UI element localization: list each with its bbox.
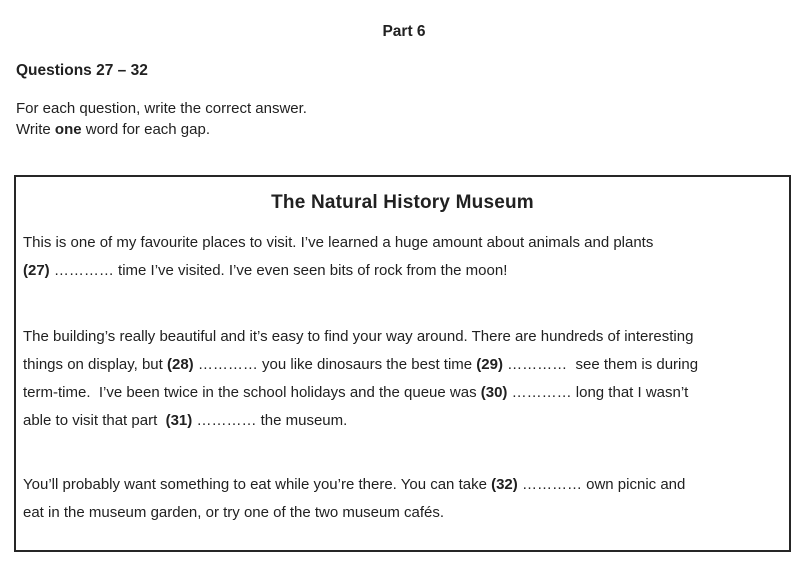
passage-title: The Natural History Museum (271, 192, 534, 213)
gap-number-27: (27) (23, 262, 50, 279)
gap-number-31: (31) (165, 412, 193, 429)
text-run: things on display, but (23, 356, 167, 373)
passage-box (14, 175, 791, 552)
gap-number-28: (28) (166, 356, 194, 373)
text-line (23, 229, 787, 257)
part-title: Part 6 (382, 23, 426, 40)
text-run: own picnic and (581, 476, 686, 493)
text-run: able to visit that part (23, 412, 166, 429)
text-run: you like dinosaurs the best time (257, 356, 477, 373)
gap-number-32: (32) (491, 476, 518, 493)
gap-number-29: (29) (476, 356, 503, 373)
text-line (23, 379, 787, 407)
answer-gap-31: ………… (196, 412, 257, 429)
text-line (23, 257, 787, 285)
text-line (23, 471, 787, 499)
answer-gap-30: ………… (511, 384, 572, 401)
passage-paragraph-2 (23, 323, 787, 435)
text-run: long that I wasn’t (571, 384, 689, 401)
gap-number-30: (30) (480, 384, 508, 401)
questions-range-heading: Questions 27 – 32 (16, 62, 148, 79)
answer-gap-32: ………… (521, 476, 582, 493)
text-run: This is one of my favourite places to visit. I’ve learned a huge amount about animals and plants (23, 234, 654, 251)
text-run: the museum. (256, 412, 348, 429)
text-run: see them is during (567, 356, 699, 373)
text-run: For each question, write the correct answer. (16, 100, 307, 117)
text-run: one (54, 120, 82, 138)
text-line (23, 351, 787, 379)
text-line (23, 499, 787, 527)
answer-gap-27: ………… (53, 262, 114, 279)
answer-gap-28: ………… (197, 356, 258, 373)
text-run: term-time. I’ve been twice in the school holidays and the queue was (23, 384, 481, 401)
answer-gap-29: ………… (507, 356, 568, 373)
text-run: Write (16, 120, 55, 138)
text-line (23, 323, 787, 351)
text-line (23, 407, 787, 435)
instructions (16, 99, 307, 140)
text-run: time I’ve visited. I’ve even seen bits of rock from the moon! (113, 262, 508, 279)
text-run: eat in the museum garden, or try one of the two museum cafés. (23, 504, 445, 521)
passage-paragraph-1 (23, 229, 787, 285)
text-line (16, 99, 307, 120)
text-line (16, 120, 307, 141)
text-run: word for each gap. (81, 120, 210, 138)
text-run: The building’s really beautiful and it’s easy to find your way around. There are hundreds of interesting (23, 328, 694, 345)
text-run: You’ll probably want something to eat while you’re there. You can take (23, 476, 492, 493)
passage-paragraph-3 (23, 471, 787, 527)
